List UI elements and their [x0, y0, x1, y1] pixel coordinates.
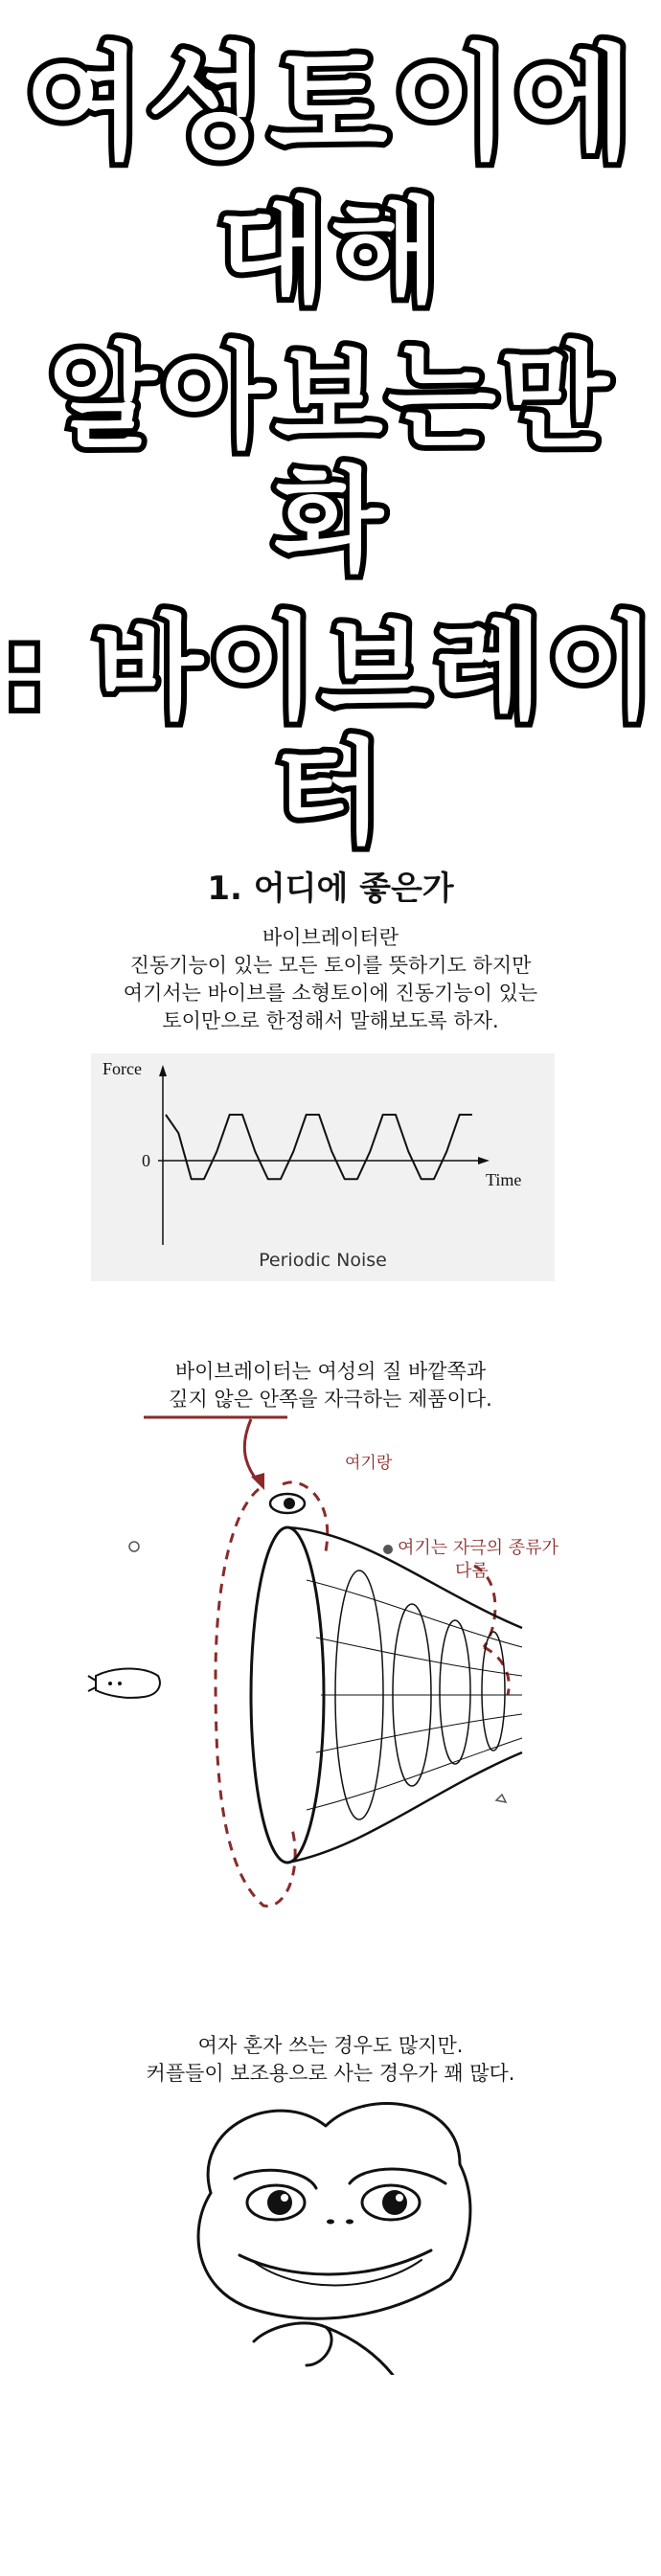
x-axis-arrow	[478, 1157, 490, 1164]
title-line-3: 알아보는만화	[48, 330, 613, 588]
frog-arm	[326, 2327, 393, 2375]
frog-right-brow	[350, 2169, 445, 2183]
decor-dot	[383, 1545, 393, 1554]
vibrator-diagram	[0, 1408, 661, 1944]
frog-illustration	[172, 2088, 498, 2375]
frog-nostril	[327, 2220, 334, 2225]
title-line-1: 여성토이에	[24, 34, 637, 176]
intro-line: 여기서는 바이브를 소형토이에 진동기능이 있는	[123, 982, 538, 1005]
annotation-there-line1: 여기는 자극의 종류가	[398, 1538, 558, 1558]
annotation-here: 여기랑	[345, 1454, 393, 1473]
section3-line: 커플들이 보조용으로 사는 경우가 꽤 많다.	[146, 2062, 515, 2085]
section3-paragraph	[0, 2032, 661, 2088]
intro-line: 토이만으로 한정해서 말해보도록 하자.	[162, 1009, 499, 1032]
section2-paragraph	[0, 1358, 661, 1413]
series-line	[166, 1115, 472, 1179]
y-axis-arrow	[159, 1065, 167, 1076]
frog-nostril	[346, 2220, 353, 2225]
eye-pupil	[284, 1498, 295, 1509]
outer-area-outline	[216, 1489, 295, 1906]
frog-left-pupil	[267, 2190, 292, 2215]
series-group	[166, 1115, 472, 1179]
frog-right-highlight	[396, 2194, 403, 2202]
origin-label: 0	[142, 1151, 150, 1170]
pointer-arrow	[244, 1419, 259, 1482]
frog-right-pupil	[382, 2190, 407, 2215]
chart-caption: Periodic Noise	[259, 1250, 387, 1271]
title-line-4: : 바이브레이터	[1, 602, 660, 859]
intro-line: 진동기능이 있는 모든 토이를 뜻하기도 하지만	[129, 954, 532, 977]
intro-line: 바이브레이터란	[262, 926, 399, 949]
section2-line: 깊지 않은 안쪽을 자극하는 제품이다.	[169, 1388, 492, 1411]
frog-head-outline	[208, 2104, 470, 2279]
x-axis-label: Time	[486, 1170, 522, 1189]
title-line-2: 대해	[217, 185, 444, 318]
vibrator-icon	[88, 1669, 160, 1698]
frog-hand	[254, 2323, 331, 2365]
section2-line: 바이브레이터는 여성의 질 바깥쪽과	[174, 1360, 487, 1383]
decor-shape	[496, 1795, 506, 1802]
chart-svg	[91, 1053, 555, 1281]
section-heading: 1. 어디에 좋은가	[207, 870, 454, 908]
periodic-noise-chart	[91, 1053, 555, 1281]
intro-paragraph	[0, 924, 661, 1035]
y-axis-label: Force	[103, 1059, 142, 1078]
decor-dot	[129, 1542, 139, 1551]
frog-left-highlight	[281, 2194, 288, 2202]
section3-line: 여자 혼자 쓰는 경우도 많지만.	[197, 2034, 464, 2057]
comic-title	[0, 34, 661, 859]
outer-area-outline-top	[283, 1482, 328, 1551]
annotation-there-line2: 다름	[455, 1561, 489, 1581]
